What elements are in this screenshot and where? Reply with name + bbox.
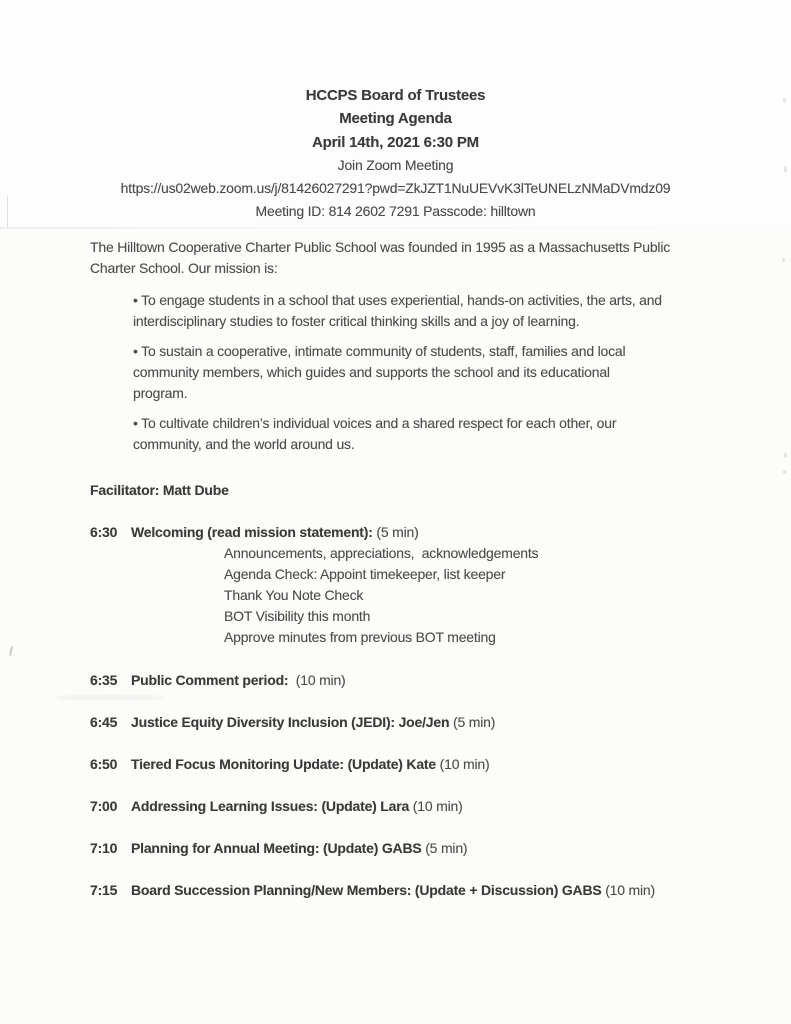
agenda-time: 7:10	[90, 839, 118, 856]
agenda-item-duration: (5 min)	[421, 839, 468, 856]
agenda-item-duration: (5 min)	[449, 713, 496, 730]
agenda-time: 6:50	[90, 755, 118, 772]
mission-bullet-line: community members, which guides and supports the school and its educational	[133, 363, 610, 380]
mission-bullet	[133, 413, 791, 455]
mission-bullet-line: interdisciplinary studies to foster critical thinking skills and a joy of learning.	[133, 312, 580, 329]
agenda-item-duration: (10 min)	[435, 755, 490, 772]
intro-line: Charter School. Our mission is:	[90, 259, 278, 276]
agenda-item-public-comment	[90, 670, 791, 691]
agenda-subitem-list	[224, 543, 791, 648]
agenda-item-duration: (10 min)	[601, 881, 655, 898]
mission-bullet-line: • To sustain a cooperative, intimate community of students, staff, families and local	[133, 342, 626, 359]
agenda-subitem: BOT Visibility this month	[224, 607, 371, 624]
org-title: HCCPS Board of Trustees	[305, 87, 486, 104]
agenda-item-duration: (5 min)	[372, 523, 419, 540]
zoom-meeting-url: https://us02web.zoom.us/j/81426027291?pwd=ZkJZT1NuUEVvK3lTeUNELzNMaDVmdz09	[120, 180, 671, 197]
agenda-subitem: Agenda Check: Appoint timekeeper, list keeper	[224, 565, 506, 582]
agenda-item-title: Justice Equity Diversity Inclusion (JEDI): Joe/Jen	[131, 713, 450, 730]
mission-bullet	[133, 341, 791, 404]
intro-paragraph	[90, 237, 791, 279]
agenda-time: 6:45	[90, 713, 118, 730]
mission-bullet-line: community, and the world around us.	[133, 435, 355, 452]
agenda-item-welcoming	[90, 522, 791, 543]
agenda-item-title: Tiered Focus Monitoring Update: (Update) Kate	[131, 755, 436, 772]
agenda-item-learning-issues	[90, 796, 791, 817]
agenda-subitem: Approve minutes from previous BOT meeting	[224, 628, 496, 645]
meeting-datetime: April 14th, 2021 6:30 PM	[312, 133, 479, 151]
agenda-list	[90, 522, 791, 901]
mission-bullet-line: program.	[133, 384, 188, 401]
meeting-header	[0, 0, 791, 224]
join-zoom-label: Join Zoom Meeting	[337, 156, 454, 173]
meeting-id-passcode: Meeting ID: 814 2602 7291 Passcode: hilltown	[255, 203, 536, 220]
facilitator-line: Facilitator: Matt Dube	[90, 481, 229, 498]
agenda-item-title: Addressing Learning Issues: (Update) Lara	[131, 797, 410, 814]
agenda-item-title: Public Comment period:	[131, 671, 289, 688]
agenda-subitem: Announcements, appreciations, acknowledgements	[224, 544, 539, 561]
agenda-item-jedi	[90, 712, 791, 733]
mission-bullet-line: • To engage students in a school that uses experiential, hands-on activities, the arts, and	[133, 291, 662, 308]
mission-bullet-list	[133, 290, 791, 455]
agenda-time: 6:35	[90, 671, 118, 688]
agenda-subitem: Thank You Note Check	[224, 586, 364, 603]
agenda-item-duration: (10 min)	[288, 671, 346, 688]
agenda-item-title: Planning for Annual Meeting: (Update) GABS	[131, 839, 422, 856]
agenda-time: 7:00	[90, 797, 118, 814]
agenda-item-board-succession	[90, 880, 791, 901]
agenda-item-annual-meeting	[90, 838, 791, 859]
mission-bullet	[133, 290, 791, 332]
agenda-time: 6:30	[90, 523, 118, 540]
intro-line: The Hilltown Cooperative Charter Public School was founded in 1995 as a Massachusetts Public	[90, 238, 671, 255]
agenda-item-duration: (10 min)	[409, 797, 463, 814]
agenda-time: 7:15	[90, 881, 118, 898]
agenda-item-title: Board Succession Planning/New Members: (Update + Discussion) GABS	[131, 881, 602, 898]
mission-bullet-line: • To cultivate children’s individual voices and a shared respect for each other, our	[133, 414, 617, 431]
document-title: Meeting Agenda	[339, 110, 452, 128]
agenda-item-title: Welcoming (read mission statement):	[131, 523, 373, 540]
agenda-item-tiered-focus	[90, 754, 791, 775]
